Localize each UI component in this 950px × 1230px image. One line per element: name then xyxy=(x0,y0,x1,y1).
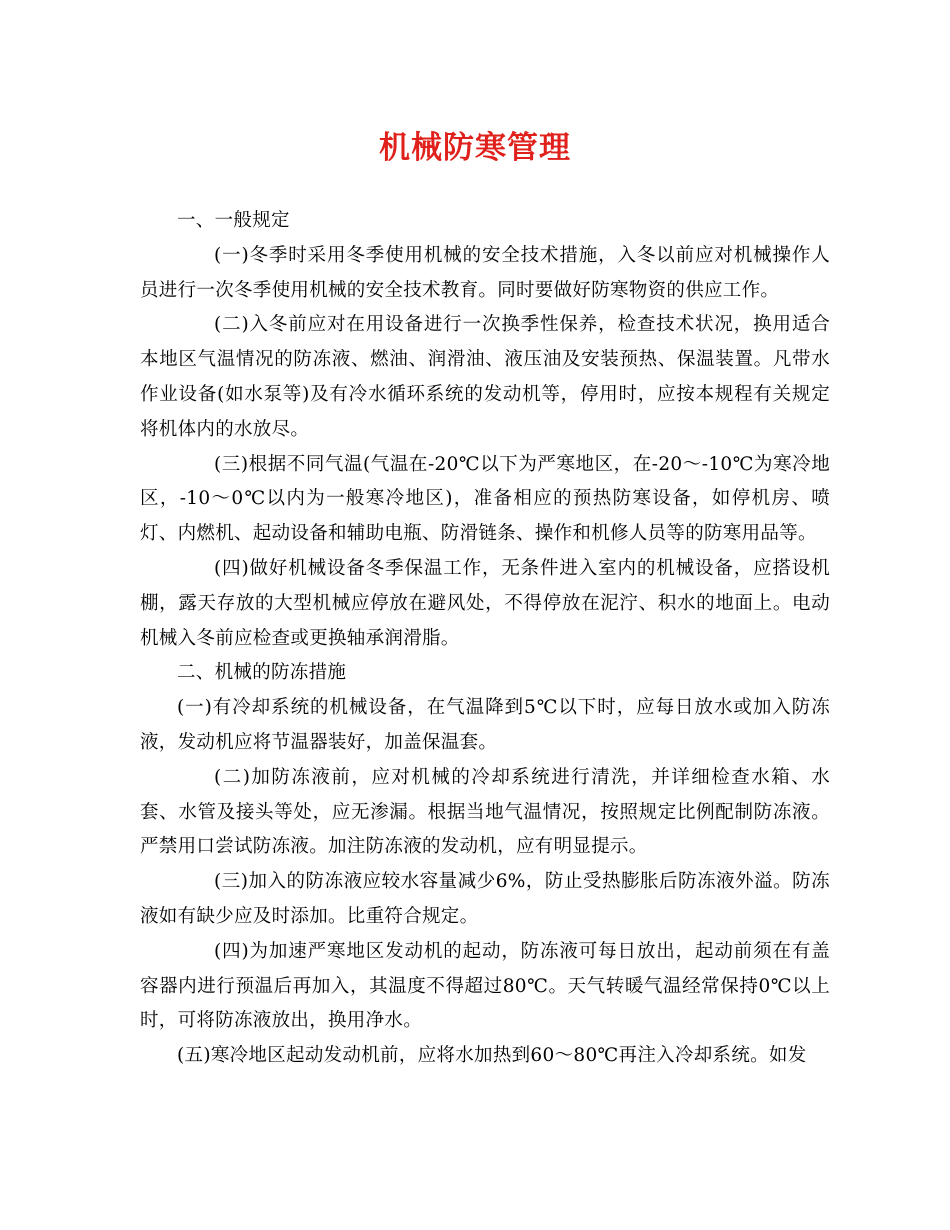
paragraph-general-3: (三)根据不同气温(气温在-20℃以下为严寒地区，在-20～-10℃为寒冷地区，-10～0℃以内为一般寒冷地区)，准备相应的预热防寒设备，如停机房、喷灯、内燃机、起动设备和辅助电瓶、防滑链条、操作和机修人员等的防寒用品等。 xyxy=(140,453,830,545)
section-heading-antifreeze-measures: 二、机械的防冻措施 xyxy=(177,662,347,684)
paragraph-general-2: (二)入冬前应对在用设备进行一次换季性保养，检查技术状况，换用适合本地区气温情况的防冻液、燃油、润滑油、液压油及安装预热、保温装置。凡带水作业设备(如水泵等)及有冷水循环系统的发动机等，停用时，应按本规程有关规定将机体内的水放尽。 xyxy=(140,314,830,440)
section-heading-general-rules: 一、一般规定 xyxy=(177,210,290,231)
paragraph-antifreeze-3: (三)加入的防冻液应较水容量减少6%，防止受热膨胀后防冻液外溢。防冻液如有缺少应及时添加。比重符合规定。 xyxy=(140,871,830,927)
paragraph-general-1: (一)冬季时采用冬季使用机械的安全技术措施，入冬以前应对机械操作人员进行一次冬季使用机械的安全技术教育。同时要做好防寒物资的供应工作。 xyxy=(140,244,830,301)
paragraph-antifreeze-1: (一)有冷却系统的机械设备，在气温降到5℃以下时，应每日放水或加入防冻液，发动机应将节温器装好，加盖保温套。 xyxy=(140,697,830,753)
paragraph-general-4: (四)做好机械设备冬季保温工作，无条件进入室内的机械设备，应搭设机棚，露天存放的大型机械应停放在避风处，不得停放在泥泞、积水的地面上。电动机械入冬前应检查或更换轴承润滑脂。 xyxy=(140,557,830,649)
document-title: 机械防寒管理 xyxy=(379,130,571,166)
paragraph-antifreeze-4: (四)为加速严寒地区发动机的起动，防冻液可每日放出，起动前须在有盖容器内进行预温后再加入，其温度不得超过80℃。天气转暖气温经常保持0℃以上时，可将防冻液放出，换用净水。 xyxy=(140,940,830,1032)
paragraph-antifreeze-5: (五)寒冷地区起动发动机前，应将水加热到60～80℃再注入冷却系统。如发 xyxy=(177,1045,807,1067)
document-body xyxy=(140,204,830,1074)
paragraph-antifreeze-2: (二)加防冻液前，应对机械的冷却系统进行清洗，并详细检查水箱、水套、水管及接头等处，应无渗漏。根据当地气温情况，按照规定比例配制防冻液。严禁用口尝试防冻液。加注防冻液的发动机，应有明显提示。 xyxy=(140,766,830,858)
